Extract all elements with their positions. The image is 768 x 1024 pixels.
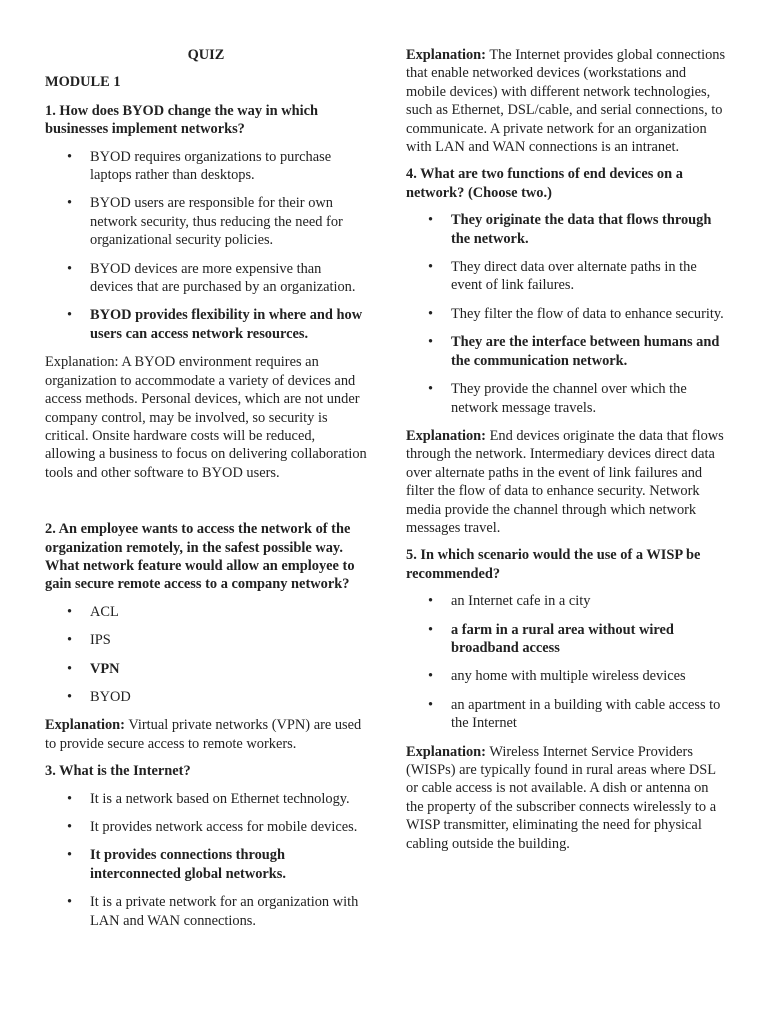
question-2-option: • IPS — [90, 631, 367, 649]
explanation-text: Explanation: A BYOD environment requires an organization to accommodate a variety of devices and access methods. Personal devices, which are not under company control, may be involved, so security is critical. Onsite hardware costs will be reduced, allowing a business to focus on delivering collaboration tools and other software to BYOD users. — [45, 354, 367, 481]
question-5-option: • an Internet cafe in a city — [451, 592, 728, 610]
explanation-label: Explanation: — [406, 743, 486, 760]
explanation-text: The Internet provides global connections that enable networked devices (workstations and mobile devices) with different network technologies, such as Ethernet, DSL/cable, and serial connections, to communicate. A private network for an organization with LAN and WAN connections is an intranet. — [406, 47, 726, 156]
spacer — [45, 491, 367, 520]
quiz-title: QUIZ — [187, 47, 225, 63]
module-title: MODULE 1 — [45, 74, 121, 91]
question-5-option: • an apartment in a building with cable access to the Internet — [451, 696, 728, 733]
question-1-option: • BYOD requires organizations to purchase laptops rather than desktops. — [90, 148, 367, 185]
question-3-option: • It is a private network for an organization with LAN and WAN connections. — [90, 893, 367, 930]
question-5-explanation — [406, 743, 728, 853]
question-3-option: • It provides network access for mobile devices. — [90, 818, 367, 836]
question-4-correct-option: • They are the interface between humans and the communication network. — [451, 333, 728, 370]
question-4: 4. What are two functions of end devices on a network? (Choose two.) — [406, 166, 683, 201]
question-5-option: • any home with multiple wireless devices — [451, 667, 728, 685]
question-1-options — [45, 148, 367, 344]
explanation-label: Explanation: — [406, 427, 486, 444]
question-4-option: • They direct data over alternate paths in the event of link failures. — [451, 258, 728, 295]
question-3: 3. What is the Internet? — [45, 763, 191, 780]
question-2-options — [45, 603, 367, 707]
question-3-correct-option: • It provides connections through interconnected global networks. — [90, 846, 367, 883]
left-column — [45, 46, 367, 940]
question-1: 1. How does BYOD change the way in which businesses implement networks? — [45, 102, 319, 138]
question-2-explanation — [45, 716, 367, 753]
question-1-correct-option: • BYOD provides flexibility in where and how users can access network resources. — [90, 306, 367, 343]
question-4-explanation — [406, 427, 728, 537]
question-1-explanation — [45, 353, 367, 482]
explanation-text: Virtual private networks (VPN) are used to provide secure access to remote workers. — [45, 717, 362, 752]
question-2-option: • BYOD — [90, 688, 367, 706]
question-4-option: • They filter the flow of data to enhance security. — [451, 305, 728, 323]
question-5-options — [406, 592, 728, 732]
explanation-label: Explanation: — [406, 47, 486, 63]
right-column — [406, 46, 728, 862]
question-4-options — [406, 211, 728, 417]
explanation-text: End devices originate the data that flows through the network. Intermediary devices direct data over alternate paths in the event of link failures and filter the flow of data to enhance security. Network media provide the channel through which network messages travel. — [406, 427, 724, 536]
question-5: 5. In which scenario would the use of a WISP be recommended? — [406, 547, 701, 582]
question-2: 2. An employee wants to access the network of the organization remotely, in the safest possible way. What network feature would allow an employee to gain secure remote access to a company network? — [45, 521, 355, 593]
question-4-option: • They provide the channel over which the network message travels. — [451, 380, 728, 417]
question-2-correct-option: • VPN — [90, 660, 367, 678]
question-1-option: • BYOD devices are more expensive than devices that are purchased by an organization. — [90, 260, 367, 297]
question-1-option: • BYOD users are responsible for their own network security, thus reducing the need for organizational security policies. — [90, 194, 367, 249]
question-5-correct-option: • a farm in a rural area without wired broadband access — [451, 621, 728, 658]
explanation-label: Explanation: — [45, 717, 125, 734]
question-3-options — [45, 790, 367, 930]
question-3-explanation — [406, 46, 728, 156]
question-4-correct-option: • They originate the data that flows through the network. — [451, 211, 728, 248]
question-3-option: • It is a network based on Ethernet technology. — [90, 790, 367, 808]
explanation-text: Wireless Internet Service Providers (WISPs) are typically found in rural areas where DSL or cable access is not available. A dish or antenna on the property of the subscriber connects wirelessly to a WISP transmitter, eliminating the need for physical cabling outside the building. — [406, 743, 717, 852]
question-2-option: • ACL — [90, 603, 367, 621]
